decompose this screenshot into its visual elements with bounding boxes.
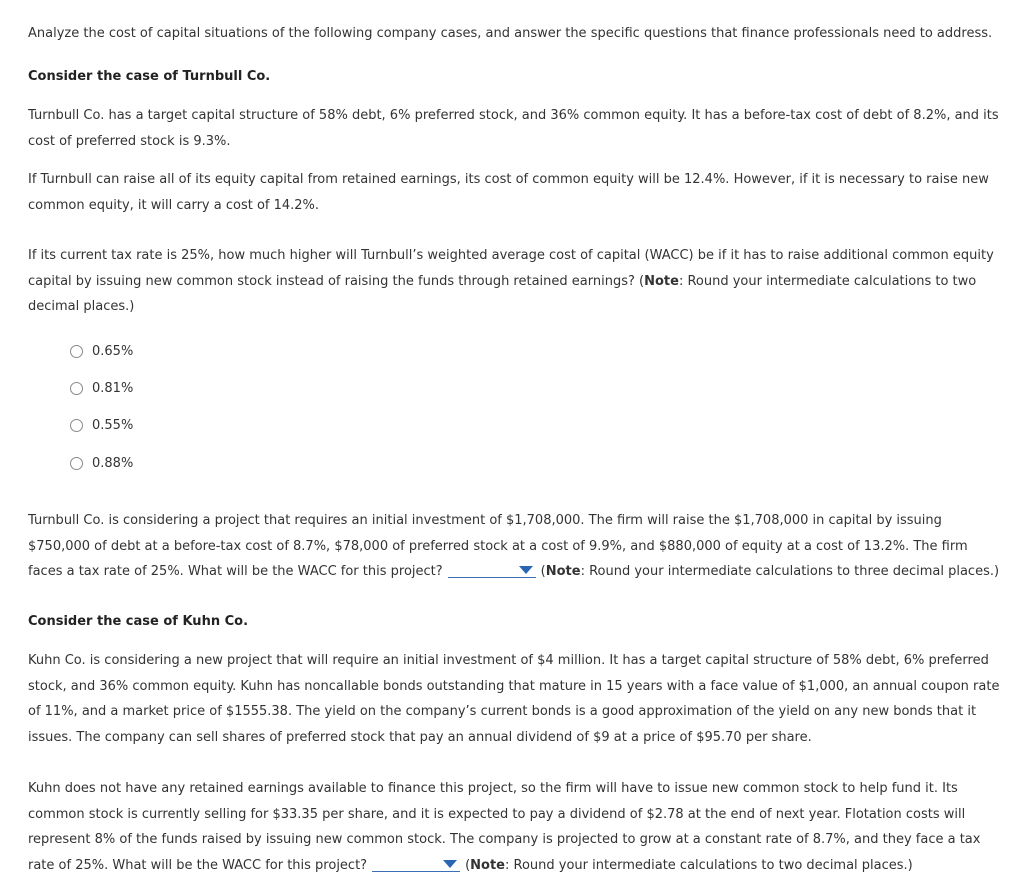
dropdown-caret-icon[interactable] [519, 566, 533, 574]
note-open: ( [465, 857, 471, 873]
kuhn-note: : Round your intermediate calculations to two decimal places.) [505, 857, 913, 873]
question-1-note: : Round your intermediate calculations to two decimal places.) [28, 273, 977, 314]
kuhn-heading: Consider the case of Kuhn Co. [28, 614, 249, 629]
turnbull-project-question [28, 508, 1004, 585]
option-3[interactable] [70, 416, 133, 434]
option-1[interactable] [70, 342, 133, 360]
project-note: : Round your intermediate calculations to three decimal places.) [580, 564, 1000, 579]
option-label: 0.81% [92, 380, 134, 396]
project-question-text: Turnbull Co. is considering a project that requires an initial investment of $1,708,000. The firm will raise the $1,708,000 in capital by issuing $750,000 of debt at a before-tax cost of 8.7%, $78,000 of preferred stock at a cost of 9.9%, and $880,000 of equity at a cost of 13.2%. The firm faces a tax rate of 25%. What will be the WACC for this project? [28, 513, 968, 579]
question-1-text: If its current tax rate is 25%, how much higher will Turnbull’s weighted average cost of capital (WACC) be if it has to raise additional common equity capital by issuing new common stock instead of raising the funds through retained earnings? ( [28, 248, 994, 289]
turnbull-heading: Consider the case of Turnbull Co. [28, 69, 271, 84]
note-label: Note [470, 857, 505, 873]
radio-icon[interactable] [70, 419, 83, 432]
wacc-dropdown-2[interactable] [372, 856, 460, 872]
option-2[interactable] [70, 379, 133, 397]
option-label: 0.55% [92, 417, 134, 433]
radio-icon[interactable] [70, 457, 83, 470]
turnbull-para-2: If Turnbull can raise all of its equity capital from retained earnings, its cost of common equity will be 12.4%. However, if it is necessary to raise new common equity, it will carry a cost of 14.2%. [28, 172, 989, 213]
turnbull-question-1 [28, 243, 1004, 320]
intro-text: Analyze the cost of capital situations of the following company cases, and answer the specific questions that finance professionals need to address. [28, 26, 993, 41]
kuhn-question-text: Kuhn does not have any retained earnings available to finance this project, so the firm will have to issue new common stock to help fund it. Its common stock is currently selling for $33.35 per share, and it is expected to pay a dividend of $2.78 at the end of next year. Flotation costs will represent 8% of the funds raised by issuing new common stock. The company is projected to grow at a constant rate of 8.7%, and they face a tax rate of 25%. What will be the WACC for this project? [28, 781, 981, 873]
dropdown-caret-icon[interactable] [443, 860, 457, 868]
kuhn-para-2 [28, 776, 1004, 878]
note-open: ( [540, 564, 546, 579]
option-label: 0.88% [92, 455, 134, 471]
note-label: Note [644, 273, 679, 289]
note-label: Note [545, 564, 581, 579]
turnbull-para-1: Turnbull Co. has a target capital structure of 58% debt, 6% preferred stock, and 36% common equity. It has a before-tax cost of debt of 8.2%, and its cost of preferred stock is 9.3%. [28, 108, 999, 149]
option-4[interactable] [70, 454, 133, 472]
radio-icon[interactable] [70, 345, 83, 358]
wacc-dropdown-1[interactable] [448, 562, 536, 578]
option-label: 0.65% [92, 343, 134, 359]
radio-icon[interactable] [70, 382, 83, 395]
kuhn-para-1: Kuhn Co. is considering a new project that will require an initial investment of $4 million. It has a target capital structure of 58% debt, 6% preferred stock, and 36% common equity. Kuhn has noncallable bonds outstanding that mature in 15 years with a face value of $1,000, an annual coupon rate of 11%, and a market price of $1555.38. The yield on the company’s current bonds is a good approximation of the yield on any new bonds that it issues. The company can sell shares of preferred stock that pay an annual dividend of $9 at a price of $95.70 per share. [28, 653, 1000, 745]
